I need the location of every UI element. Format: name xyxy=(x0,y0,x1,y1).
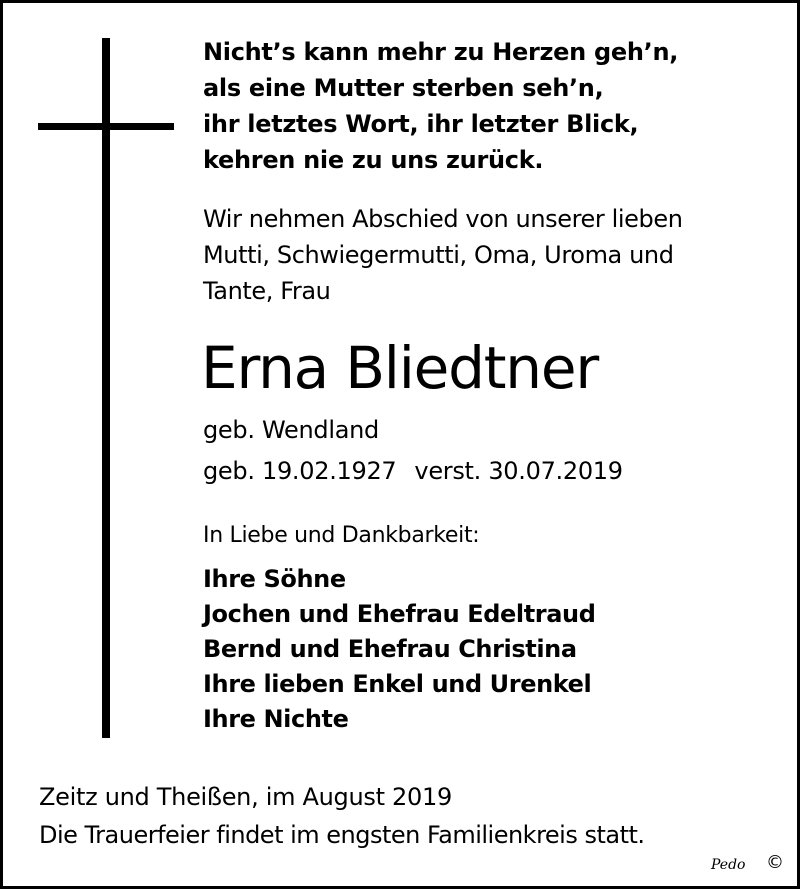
mourner-line: Ihre Söhne xyxy=(203,565,346,593)
mourner-line: Ihre Nichte xyxy=(203,705,349,733)
poem-line: als eine Mutter sterben seh’n, xyxy=(203,74,604,102)
funeral-note: Die Trauerfeier findet im engsten Familienkreis statt. xyxy=(39,821,645,849)
mourner-line: Ihre lieben Enkel und Urenkel xyxy=(203,670,592,698)
farewell-intro xyxy=(203,201,683,309)
birth-date: geb. 19.02.1927 xyxy=(203,457,397,485)
deceased-name: Erna Bliedtner xyxy=(201,334,598,402)
intro-line: Tante, Frau xyxy=(203,277,331,305)
intro-line: Mutti, Schwiegermutti, Oma, Uroma und xyxy=(203,241,674,269)
mourner-line: Bernd und Ehefrau Christina xyxy=(203,635,577,663)
designer-signature: Pedo xyxy=(711,857,746,873)
mourners-list xyxy=(203,562,595,737)
poem-line: kehren nie zu uns zurück. xyxy=(203,146,544,174)
intro-line: Wir nehmen Abschied von unserer lieben xyxy=(203,205,683,233)
life-dates xyxy=(203,453,623,489)
place-and-date: Zeitz und Theißen, im August 2019 xyxy=(39,783,452,811)
poem-line: Nicht’s kann mehr zu Herzen geh’n, xyxy=(203,38,679,66)
poem-line: ihr letztes Wort, ihr letzter Blick, xyxy=(203,110,639,138)
memorial-poem xyxy=(203,34,678,178)
mourner-line: Jochen und Ehefrau Edeltraud xyxy=(203,600,596,628)
cross-vertical-beam xyxy=(102,38,110,738)
cross-horizontal-beam xyxy=(38,123,174,130)
maiden-name: geb. Wendland xyxy=(203,416,379,444)
copyright-symbol: © xyxy=(766,852,784,873)
death-date: verst. 30.07.2019 xyxy=(414,457,623,485)
mourners-intro: In Liebe und Dankbarkeit: xyxy=(203,523,480,548)
